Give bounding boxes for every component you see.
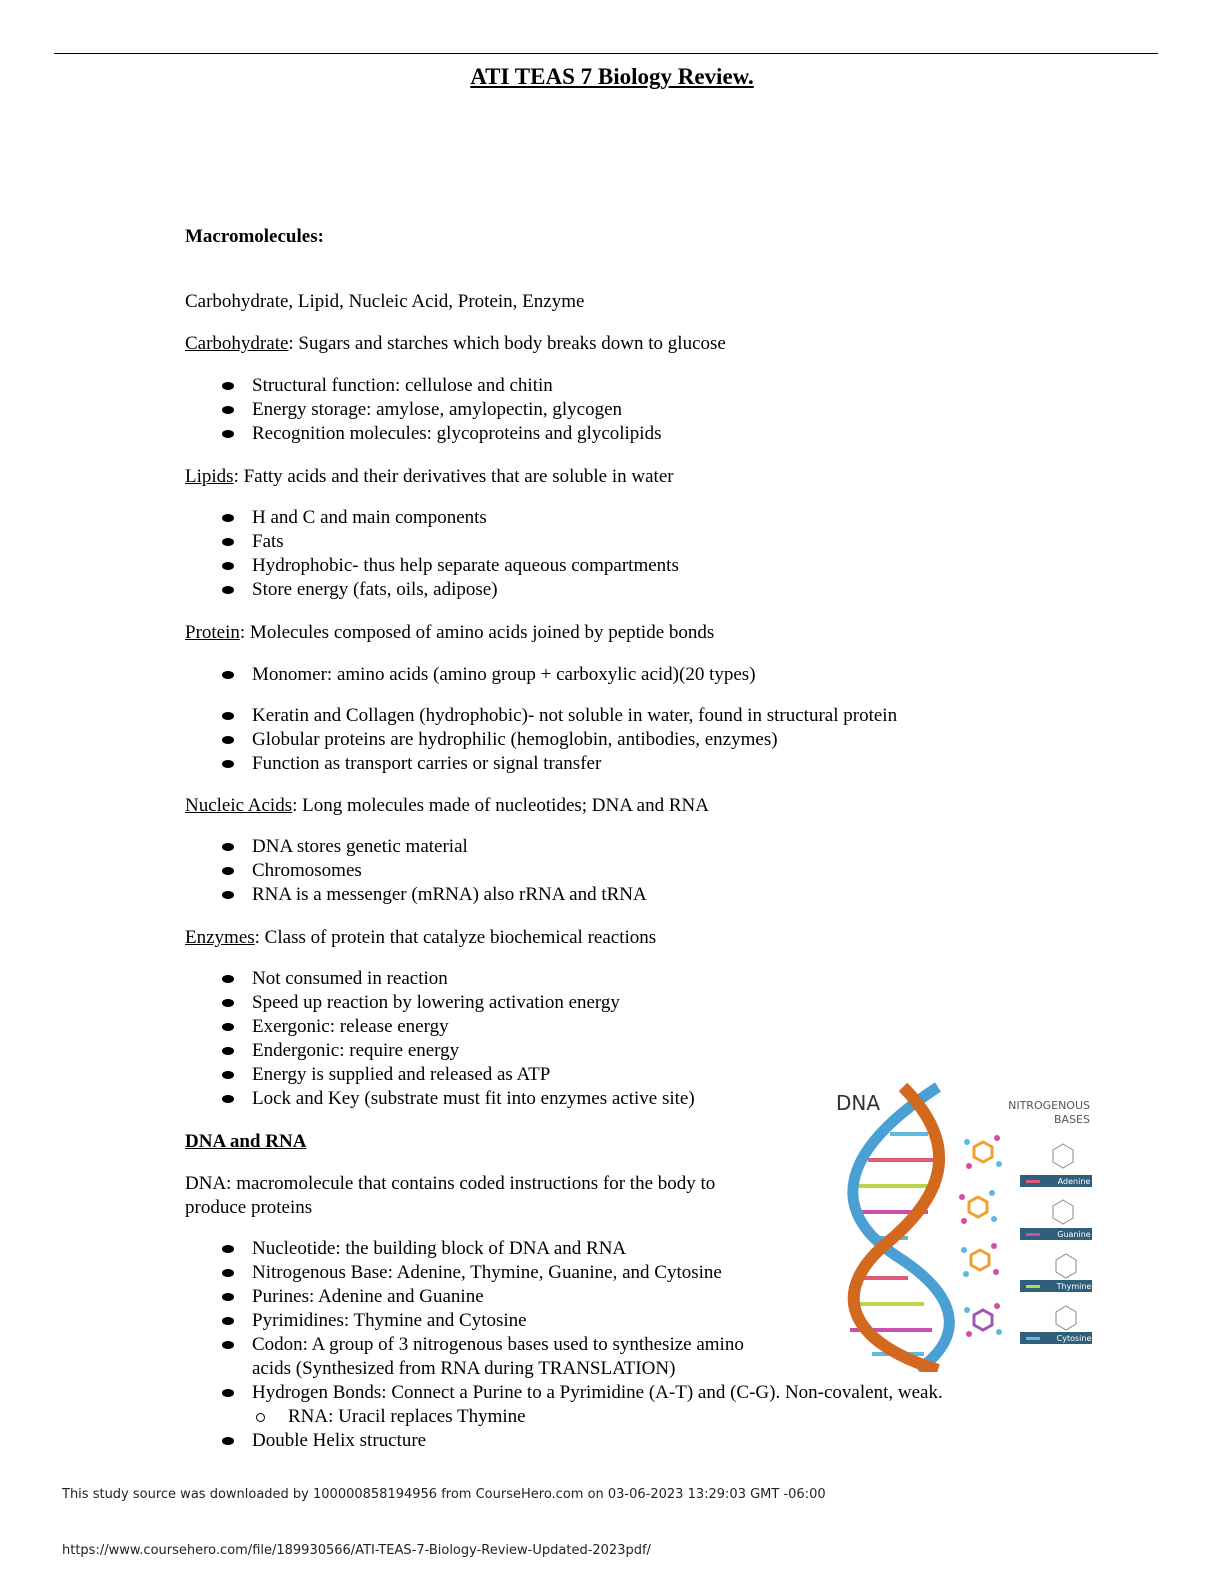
list-item: Purines: Adenine and Guanine [220,1285,943,1309]
list-item: Speed up reaction by lowering activation energy [220,991,695,1015]
macromolecules-list: Carbohydrate, Lipid, Nucleic Acid, Protein, Enzyme [185,291,585,312]
list-item: DNA stores genetic material [220,835,647,859]
protein-text: : Molecules composed of amino acids joined by peptide bonds [239,622,715,643]
base-label-thymine [1020,1280,1092,1292]
svg-text:Thymine: Thymine [1056,1282,1092,1291]
dna-definition-line1: DNA: macromolecule that contains coded instructions for the body to [185,1173,716,1194]
list-item: Globular proteins are hydrophilic (hemoglobin, antibodies, enzymes) [220,728,897,752]
carbohydrate-list [220,374,661,446]
list-item: Pyrimidines: Thymine and Cytosine [220,1309,943,1333]
dna-illustration [828,1082,1098,1372]
carbohydrate-text: : Sugars and starches which body breaks down to glucose [288,333,726,354]
carbohydrate-term: Carbohydrate [185,333,289,354]
nucleic-acids-term: Nucleic Acids [185,795,293,816]
list-item: H and C and main components [220,506,679,530]
dna-definition-line2: produce proteins [185,1197,313,1218]
svg-text:Guanine: Guanine [1057,1230,1091,1239]
list-item: Nucleotide: the building block of DNA and RNA [220,1237,943,1261]
svg-text:Adenine: Adenine [1057,1177,1091,1186]
list-item: RNA is a messenger (mRNA) also rRNA and tRNA [220,883,647,907]
list-item: Structural function: cellulose and chitin [220,374,661,398]
list-item: Endergonic: require energy [220,1039,695,1063]
lipids-definition [185,465,674,489]
nucleic-acids-text: : Long molecules made of nucleotides; DNA and RNA [292,795,709,816]
page-title: ATI TEAS 7 Biology Review. [470,64,754,89]
protein-list [220,663,897,776]
list-item: Double Helix structure [220,1429,943,1453]
list-item: Exergonic: release energy [220,1015,695,1039]
download-note: This study source was downloaded by 100000858194956 from CourseHero.com on 03-06-2023 13:29:03 GMT -06:00 [62,1487,826,1502]
macromolecules-heading: Macromolecules: [185,226,324,247]
list-item: Fats [220,530,679,554]
list-item: Energy is supplied and released as ATP [220,1063,695,1087]
lipids-list [220,506,679,602]
top-rule [54,53,1158,54]
list-item: Keratin and Collagen (hydrophobic)- not soluble in water, found in structural protein [220,704,897,728]
carbohydrate-definition [185,332,726,356]
list-item: Energy storage: amylose, amylopectin, glycogen [220,398,661,422]
lipids-term: Lipids [185,466,234,487]
enzymes-term: Enzymes [185,927,255,948]
base-label-cytosine [1020,1332,1092,1344]
dna-rna-heading: DNA and RNA [185,1131,307,1152]
bases-title-line2: BASES [1054,1113,1090,1126]
list-item: Recognition molecules: glycoproteins and glycolipids [220,422,661,446]
sub-list-item: RNA: Uracil replaces Thymine [220,1405,943,1429]
protein-term: Protein [185,622,240,643]
svg-text:Cytosine: Cytosine [1056,1334,1092,1343]
enzymes-text: : Class of protein that catalyze biochemical reactions [254,927,657,948]
list-item: Hydrogen Bonds: Connect a Purine to a Pyrimidine (A-T) and (C-G). Non-covalent, weak. [220,1381,943,1405]
list-item: Chromosomes [220,859,647,883]
dna-label: DNA [836,1091,881,1115]
nucleic-acids-definition [185,794,709,818]
molecule-clusters [959,1135,1002,1337]
nucleic-acids-list [220,835,647,907]
list-item-continuation: acids (Synthesized from RNA during TRANSLATION) [252,1358,676,1379]
list-item: Not consumed in reaction [220,967,695,991]
sub-list-wrapper [220,1405,943,1429]
list-item: Store energy (fats, oils, adipose) [220,578,679,602]
list-item: Nitrogenous Base: Adenine, Thymine, Guanine, and Cytosine [220,1261,943,1285]
sub-list [220,1405,943,1429]
base-label-guanine [1020,1228,1092,1240]
enzymes-definition [185,926,656,950]
bases-title-line1: NITROGENOUS [1008,1099,1090,1112]
lipids-text: : Fatty acids and their derivatives that are soluble in water [233,466,674,487]
enzymes-list [220,967,695,1111]
list-item: Lock and Key (substrate must fit into enzymes active site) [220,1087,695,1111]
base-label-adenine [1020,1175,1092,1187]
source-url[interactable]: https://www.coursehero.com/file/189930566/ATI-TEAS-7-Biology-Review-Updated-2023pdf/ [62,1543,651,1558]
list-item: Codon: A group of 3 nitrogenous bases used to synthesize amino [220,1333,943,1357]
list-item: Hydrophobic- thus help separate aqueous compartments [220,554,679,578]
list-item: Monomer: amino acids (amino group + carboxylic acid)(20 types) [220,663,897,687]
protein-definition [185,621,714,645]
list-item: Function as transport carries or signal transfer [220,752,897,776]
